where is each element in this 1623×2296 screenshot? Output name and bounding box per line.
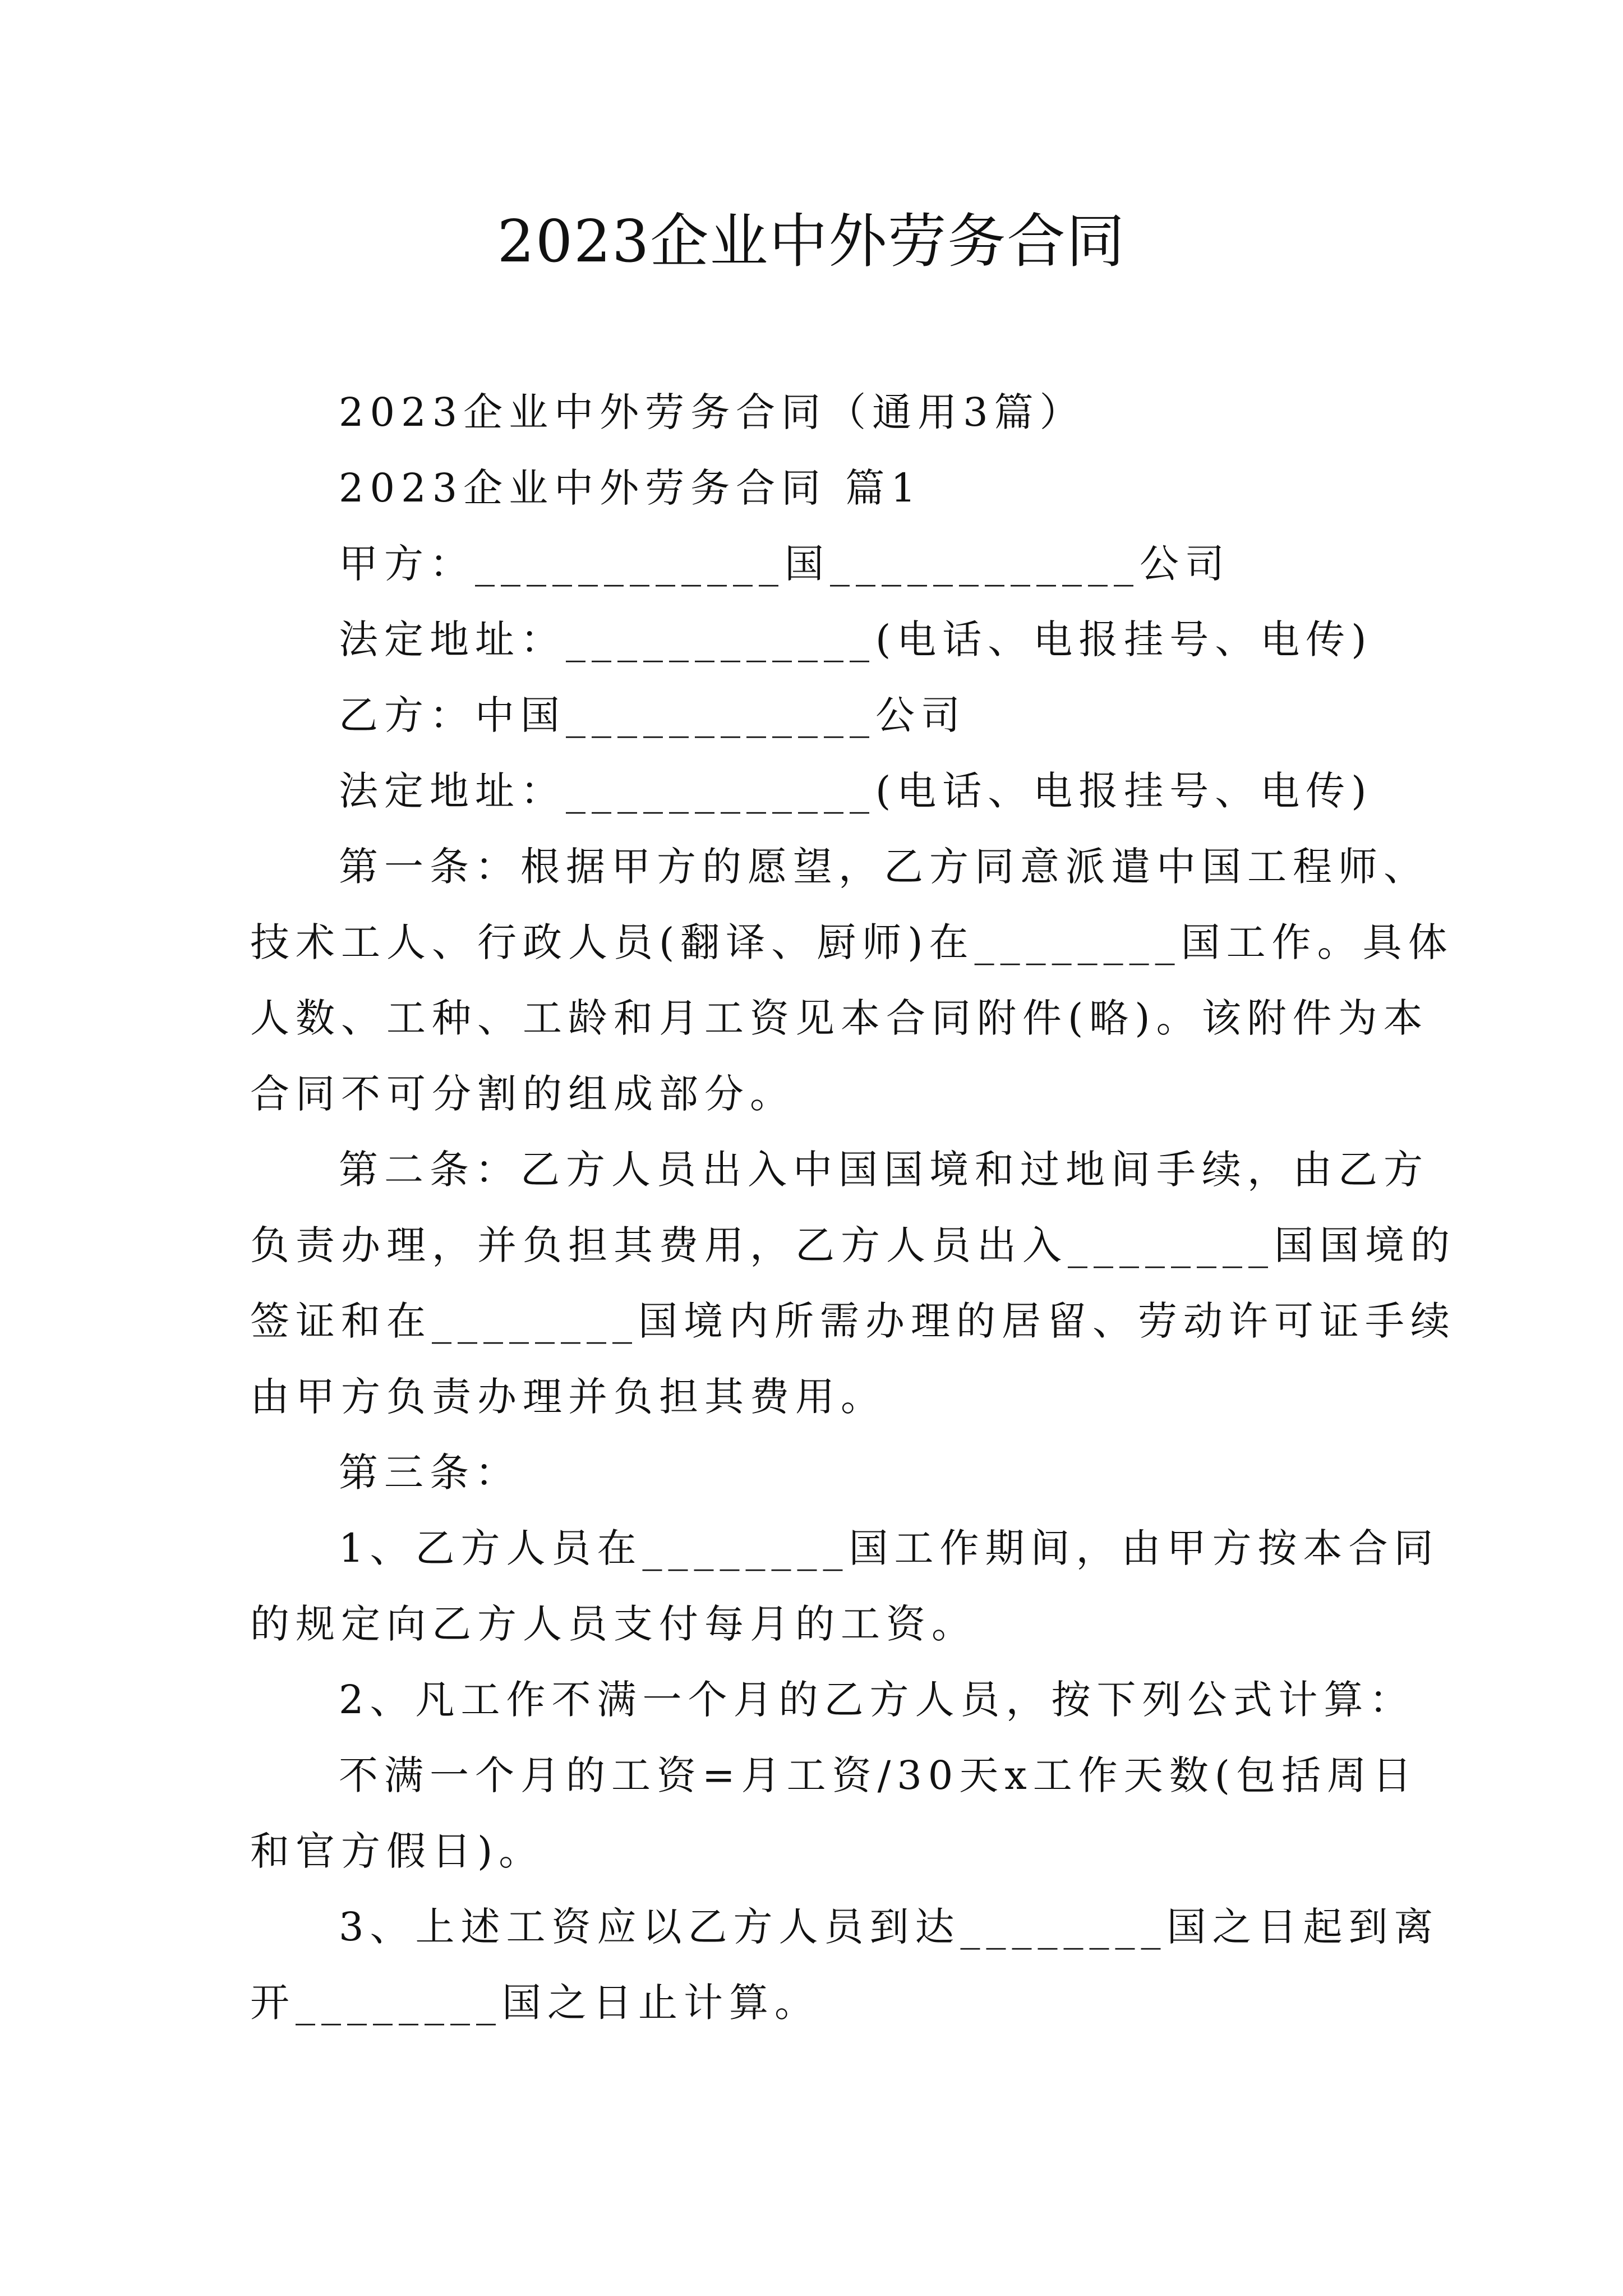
section-heading: 2023企业中外劳务合同 篇1 <box>339 465 922 511</box>
article-1-line: 合同不可分割的组成部分。 <box>250 1071 795 1117</box>
article-3-item-line: 3、上述工资应以乙方人员到达________国之日起到离 <box>339 1904 1440 1950</box>
formula-line: 和官方假日)。 <box>250 1828 545 1874</box>
party-b-line: 乙方：中国____________公司 <box>339 692 966 738</box>
article-2-line: 负责办理，并负担其费用，乙方人员出入________国国境的 <box>250 1222 1456 1268</box>
article-3-item-line: 1、乙方人员在________国工作期间，由甲方按本合同 <box>339 1525 1440 1571</box>
article-3-heading: 第三条： <box>339 1450 520 1496</box>
document-title: 2023企业中外劳务合同 <box>497 207 1126 275</box>
article-1-line: 技术工人、行政人员(翻译、厨师)在________国工作。具体 <box>250 919 1454 965</box>
article-3-item-line: 开________国之日止计算。 <box>250 1980 820 2026</box>
subtitle-line: 2023企业中外劳务合同（通用3篇） <box>339 389 1085 435</box>
article-1-line: 第一条：根据甲方的愿望，乙方同意派遣中国工程师、 <box>339 844 1429 890</box>
article-1-line: 人数、工种、工龄和月工资见本合同附件(略)。该附件为本 <box>250 995 1429 1041</box>
party-a-line: 甲方：____________国____________公司 <box>339 541 1230 587</box>
party-b-address-line: 法定地址：____________(电话、电报挂号、电传) <box>339 768 1373 814</box>
article-3-item-line: 2、凡工作不满一个月的乙方人员，按下列公式计算： <box>339 1677 1415 1723</box>
article-2-line: 第二条：乙方人员出入中国国境和过地间手续，由乙方 <box>339 1147 1429 1193</box>
article-3-item-line: 的规定向乙方人员支付每月的工资。 <box>250 1601 977 1647</box>
article-2-line: 由甲方负责办理并负担其费用。 <box>250 1374 886 1420</box>
article-2-line: 签证和在________国境内所需办理的居留、劳动许可证手续 <box>250 1298 1456 1344</box>
party-a-address-line: 法定地址：____________(电话、电报挂号、电传) <box>339 616 1373 662</box>
formula-line: 不满一个月的工资=月工资/30天x工作天数(包括周日 <box>339 1752 1418 1798</box>
